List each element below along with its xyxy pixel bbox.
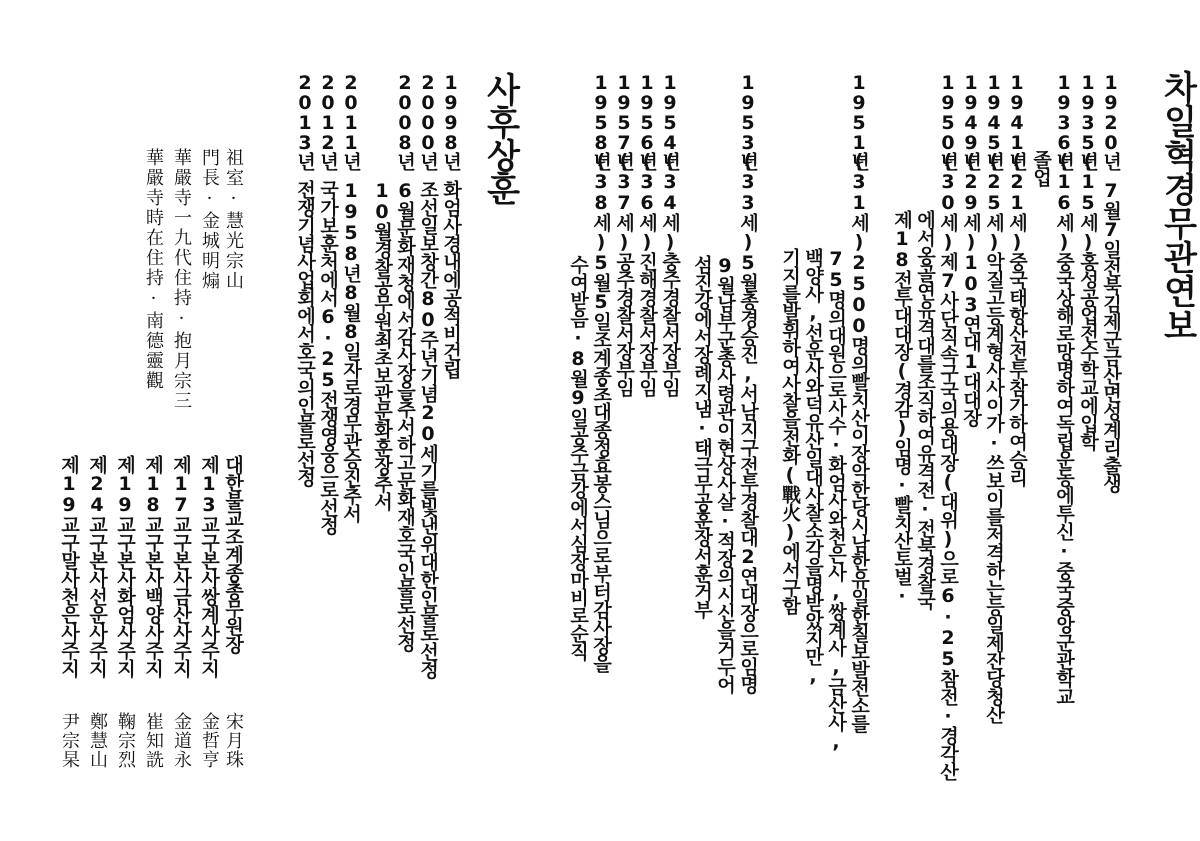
life-year-1957: 1957년 bbox=[613, 72, 635, 169]
post-year-2012: 2012년 bbox=[317, 72, 339, 169]
post-text-2012: 국가보훈처에서6·25전쟁영웅으로선정 bbox=[317, 180, 339, 534]
life-text-1953-cont2: 섬진강에서장례지냄·태극무공훈장서훈거부 bbox=[691, 255, 713, 618]
post-year-2013: 2013년 bbox=[294, 72, 316, 169]
life-year-1949: 1949년 bbox=[960, 72, 982, 169]
dedication-name: 尹宗杲 bbox=[59, 712, 80, 769]
life-year-1951: 1951년 bbox=[848, 72, 870, 169]
life-text-1951-cont: 75명의대원으로사수·화엄사와천은사,쌍계사,금산사, bbox=[825, 248, 847, 752]
dedication-item: 제19교구말사천은사주지 bbox=[58, 455, 80, 677]
hanja-column-4: 華嚴寺時在住持·南德靈觀 bbox=[143, 148, 164, 391]
post-text-2008-cont: 10월경찰공무원최초보관문화훈장추서 bbox=[371, 180, 393, 510]
post-year-2008: 2008년 bbox=[394, 72, 416, 169]
posthumous-title: 사후상훈 bbox=[480, 72, 520, 204]
dedication-item: 제18교구본사백양사주지 bbox=[142, 455, 164, 677]
life-text-1951-cont3: 기지를발휘하여사찰을전화(戰火)에서구함 bbox=[779, 248, 801, 614]
life-year-1956: 1956년 bbox=[636, 72, 658, 169]
life-text-1945: (25세)악질고등계형사사이가·쓰보이를저격하는등일제잔당청산 bbox=[983, 150, 1005, 723]
post-year-2011: 2011년 bbox=[340, 72, 362, 169]
life-text-1935: (15세)홍성공업전수학교에입학 bbox=[1077, 150, 1099, 450]
life-text-1951: (31세)2500명의빨치산이장악한당시남한유일한칠보발전소를 bbox=[848, 150, 870, 732]
dedication-name: 崔知詵 bbox=[143, 712, 164, 769]
hanja-column-2: 門長·金城明煽 bbox=[199, 148, 220, 291]
dedication-name: 鞠宗烈 bbox=[115, 712, 136, 769]
dedication-head-name: 宋月珠 bbox=[223, 712, 244, 769]
hanja-column-1: 祖室·慧光宗山 bbox=[223, 148, 244, 291]
post-text-2000: 조선일보창간80주년기념20세기를빛낸위대한인물로선정 bbox=[417, 180, 439, 678]
life-year-1941: 1941년 bbox=[1006, 72, 1028, 169]
dedication-item: 제13교구본사쌍계사주지 bbox=[198, 455, 220, 677]
dedication-item: 제17교구본사금산사주지 bbox=[170, 455, 192, 677]
post-year-2000: 2000년 bbox=[417, 72, 439, 169]
post-text-2011: 1958년8월8일자로경무관승진추서 bbox=[340, 180, 362, 522]
life-text-1920: 7월7일전북김제군금산면성계리출생 bbox=[1100, 180, 1122, 492]
life-text-1957: (37세)공주경찰서장부임 bbox=[613, 150, 635, 396]
life-text-1949: (29세)103연대1대대장 bbox=[960, 150, 982, 426]
dedication-item: 제24교구본사선운사주지 bbox=[86, 455, 108, 677]
life-text-1936: (16세)중국상해로망명하여독립운동에투신·중국중앙군관학교 bbox=[1053, 150, 1075, 705]
life-year-1958: 1958년 bbox=[590, 72, 612, 169]
life-year-1954: 1954년 bbox=[659, 72, 681, 169]
dedication-name: 金哲亨 bbox=[199, 712, 220, 769]
life-text-1958: (38세)5월5일조계종초대종정효봉스님으로부터감사장을 bbox=[590, 150, 612, 672]
post-year-1998: 1998년 bbox=[440, 72, 462, 169]
life-year-1950: 1950년 bbox=[937, 72, 959, 169]
post-text-2013: 전쟁기념사업회에서호국의인물로선정 bbox=[294, 180, 316, 486]
life-text-1953-cont: 9월남부군총사령관이현상사살·적장의시신을거두어 bbox=[714, 255, 736, 693]
dedication-title: 대한불교조계종총무원장 bbox=[222, 455, 244, 653]
life-text-1950-cont: 에서옹골연유격대를조직하여유격전·전북경찰국 bbox=[914, 210, 936, 609]
life-text-1956: (36세)진해경찰서장부임 bbox=[636, 150, 658, 396]
life-year-1935: 1935년 bbox=[1077, 72, 1099, 169]
post-text-2008: 6월문화재청에서감사장을추서하고문화재호국인물로선정 bbox=[394, 180, 416, 651]
life-text-1941: (21세)중국태항산전투참가하여승리 bbox=[1006, 150, 1028, 486]
dedication-item: 제19교구본사화엄사주지 bbox=[114, 455, 136, 677]
life-year-1936: 1936년 bbox=[1053, 72, 1075, 169]
life-text-1951-cont2: 백양사,선운사와덕유산일대사찰소각을명받았지만, bbox=[802, 248, 824, 686]
life-text-1954: (34세)충주경찰서장부임 bbox=[659, 150, 681, 396]
life-year-1945: 1945년 bbox=[983, 72, 1005, 169]
life-text-1950: (30세)제7사단직속구국의용대장(대위)으로6·25참전·경각산 bbox=[937, 150, 959, 780]
post-text-1998: 화엄사경내에공적비건립 bbox=[440, 180, 462, 378]
life-year-1920: 1920년 bbox=[1100, 72, 1122, 169]
dedication-name: 鄭慧山 bbox=[87, 712, 108, 769]
page-title: 차일혁경무관연보 bbox=[1157, 70, 1197, 342]
life-year-1953: 1953년 bbox=[737, 72, 759, 169]
hanja-column-3: 華嚴寺一九代住持·抱月宗三 bbox=[171, 148, 192, 411]
life-text-1936-cont: 졸업 bbox=[1030, 150, 1052, 186]
life-text-1953: (33세)5월총경승진,서남지구전투경찰대2연대장으로임명 bbox=[737, 150, 759, 693]
life-text-1958-cont: 수여받음·8월9일공주금강에서심장마비로순직 bbox=[567, 255, 589, 660]
dedication-name: 金道永 bbox=[171, 712, 192, 769]
life-text-1950-cont2: 제18전투대대장(경감)임명·빨치산토벌· bbox=[891, 210, 913, 606]
